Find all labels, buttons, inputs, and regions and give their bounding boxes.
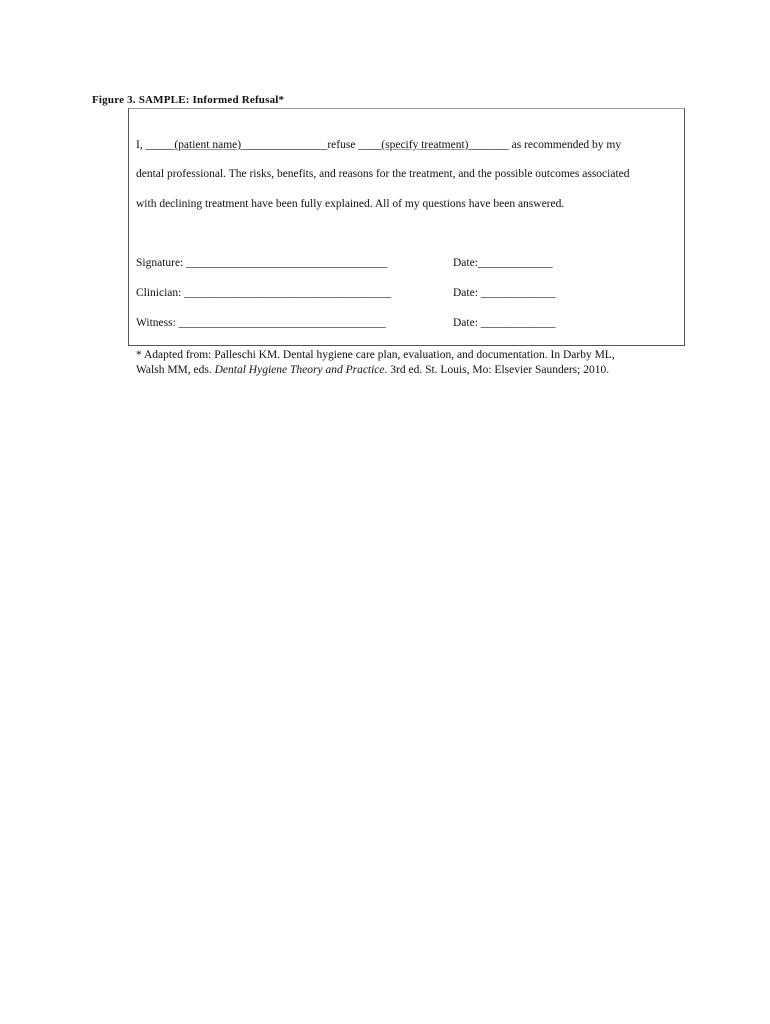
patient-name-field[interactable]: (patient name)	[174, 139, 242, 151]
refusal-statement-line-1	[136, 139, 621, 151]
book-title: Dental Hygiene Theory and Practice	[214, 364, 385, 376]
line1-suffix: _______ as recommended by my	[468, 139, 622, 151]
refusal-statement-line-3: with declining treatment have been fully explained. All of my questions have been answered.	[136, 198, 565, 210]
clinician-date-field[interactable]: Date: _____________	[453, 287, 556, 299]
witness-date-field[interactable]: Date: _____________	[453, 317, 556, 329]
footnote-line-2: Walsh MM, eds. Dental Hygiene Theory and Practice. 3rd ed. St. Louis, Mo: Elsevier Saunders; 2010.	[136, 364, 610, 376]
clinician-field[interactable]: Clinician: ____________________________________	[136, 287, 392, 299]
figure-title: Figure 3. SAMPLE: Informed Refusal*	[92, 94, 285, 106]
signature-field[interactable]: Signature: ___________________________________	[136, 257, 388, 269]
line1-prefix: I, _____	[136, 139, 175, 151]
signature-date-field[interactable]: Date:_____________	[453, 257, 553, 269]
citation-footnote	[136, 348, 615, 378]
treatment-field[interactable]: (specify treatment)	[381, 139, 469, 151]
line1-mid: _______________refuse ____	[241, 139, 382, 151]
refusal-statement-line-2: dental professional. The risks, benefits, and reasons for the treatment, and the possible outcomes associated	[136, 168, 630, 180]
witness-field[interactable]: Witness: ____________________________________	[136, 317, 386, 329]
footnote-line-1: * Adapted from: Palleschi KM. Dental hygiene care plan, evaluation, and documentation. In Darby ML,	[136, 349, 615, 361]
